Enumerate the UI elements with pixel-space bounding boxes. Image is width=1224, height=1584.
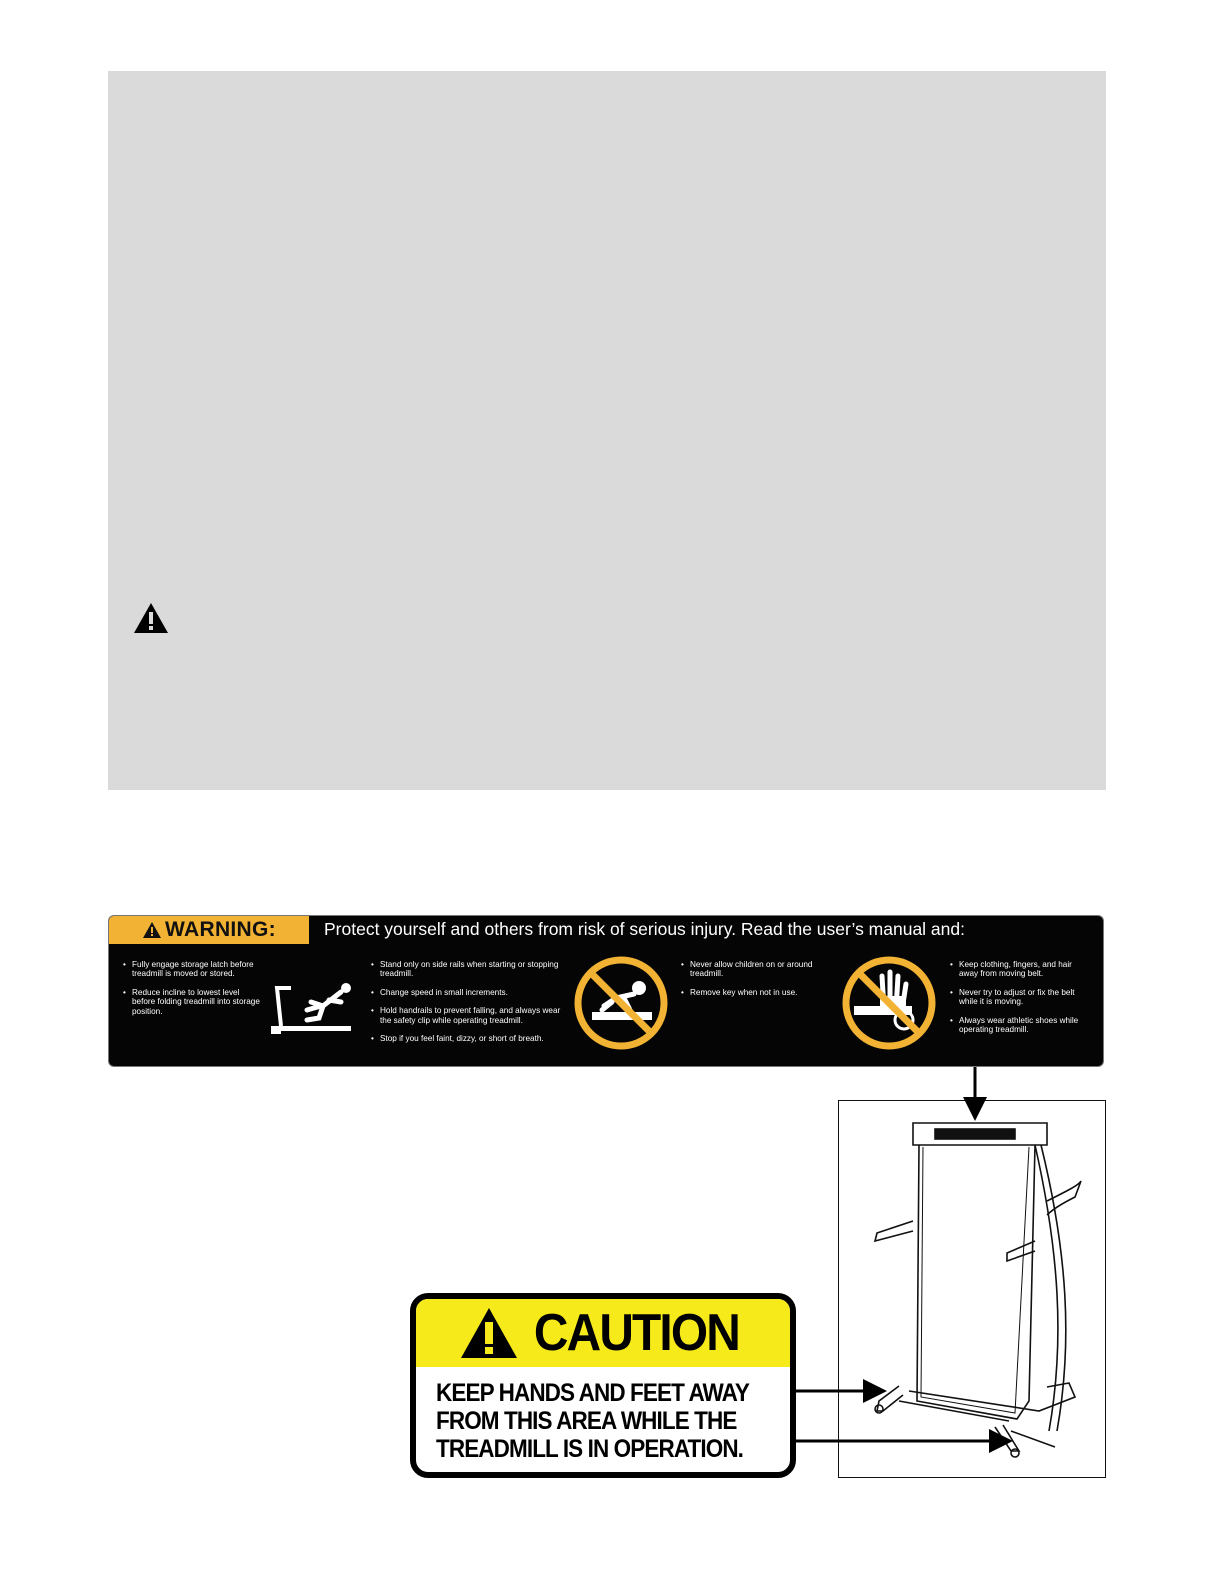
warning-bullet: • Hold handrails to prevent falling, and always wear the safety clip while operating treadmill. <box>371 1006 566 1025</box>
no-hands-icon <box>840 954 938 1052</box>
caution-title: CAUTION <box>533 1304 739 1362</box>
warning-decal <box>108 915 1104 1067</box>
caution-triangle-icon <box>459 1306 519 1360</box>
warning-bullet: • Reduce incline to lowest level before folding treadmill into storage position. <box>123 988 263 1016</box>
warning-triangle-icon <box>132 601 170 635</box>
warning-bullet: • Never try to adjust or fix the belt while it is moving. <box>950 988 1090 1007</box>
warning-bullet: • Never allow children on or around treadmill. <box>681 960 816 979</box>
treadmill-illustration <box>838 1100 1106 1478</box>
warning-column-4 <box>950 960 1090 1043</box>
caution-body: KEEP HANDS AND FEET AWAY FROM THIS AREA WHILE THE TREADMILL IS IN OPERATION. <box>436 1379 750 1463</box>
warning-tab <box>109 916 309 944</box>
gray-panel <box>108 71 1106 790</box>
warning-column-3 <box>681 960 816 1006</box>
treadmill-folded-icon <box>839 1101 1107 1479</box>
warning-bullet: • Stand only on side rails when starting or stopping treadmill. <box>371 960 566 979</box>
warning-headline: Protect yourself and others from risk of serious injury. Read the user’s manual and: <box>324 919 965 939</box>
warning-bullet: • Fully engage storage latch before treadmill is moved or stored. <box>123 960 263 979</box>
warning-triangle-small-icon <box>142 921 162 939</box>
warning-bullet: • Change speed in small increments. <box>371 988 566 997</box>
warning-bullet: • Stop if you feel faint, dizzy, or short of breath. <box>371 1034 566 1043</box>
no-children-icon <box>572 954 670 1052</box>
warning-bullet: • Keep clothing, fingers, and hair away from moving belt. <box>950 960 1090 979</box>
warning-bullet: • Remove key when not in use. <box>681 988 816 997</box>
warning-column-2 <box>371 960 566 1052</box>
warning-tab-label: WARNING: <box>165 918 276 941</box>
caution-header <box>416 1299 790 1367</box>
caution-decal <box>410 1293 796 1478</box>
warning-column-1 <box>123 960 263 1025</box>
person-falling-icon <box>267 980 357 1036</box>
warning-bullet: • Always wear athletic shoes while operating treadmill. <box>950 1016 1090 1035</box>
